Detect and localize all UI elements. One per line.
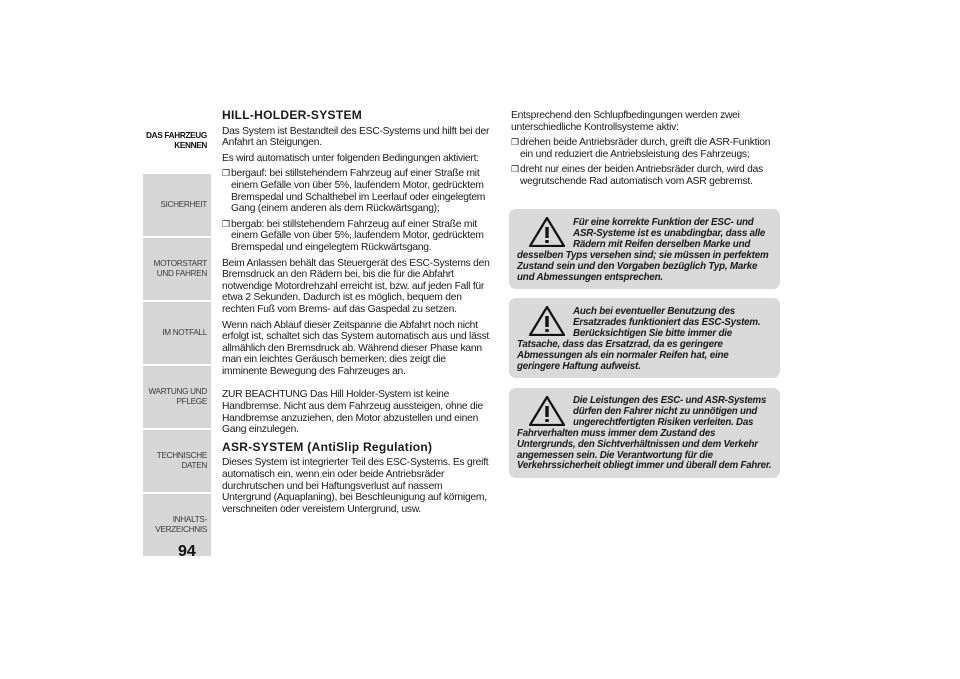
paragraph: Beim Anlassen behält das Steuergerät des ESC-Systems den Bremsdruck an den Rädern bei, bis die für die Abfahrt notwendige Motordrehzahl erreicht ist, bzw. auf jeden Fall für etwa 2 Sekunden. Dadurch ist es möglich, bequem den rechten Fuß vom Brems- auf das Gaspedal zu setzen. (222, 257, 490, 315)
tab-label: SICHERHEIT (160, 200, 207, 209)
tab-im-notfall[interactable] (143, 302, 211, 366)
note-paragraph: ZUR BEACHTUNG Das Hill Holder-System ist keine Handbremse. Nicht aus dem Fahrzeug aussteigen, ohne die Handbremse anzuziehen, den Motor abzustellen und einen Gang einzulegen. (222, 389, 483, 436)
left-column (222, 110, 492, 519)
paragraph: Es wird automatisch unter folgenden Bedingungen aktiviert: (222, 152, 479, 164)
warning-triangle-icon (529, 306, 565, 336)
tab-wartung-und-pflege[interactable] (143, 366, 211, 430)
tab-motorstart-und-fahren[interactable] (143, 238, 211, 302)
paragraph: Wenn nach Ablauf dieser Zeitspanne die Abfahrt noch nicht erfolgt ist, schaltet sich das System automatisch aus und lässt allmählich den Bremsdruck ab. Während dieser Phase kann man ein leichtes Geräusch bemerken: dies zeigt die imminente Bewegung des Fahrzeuges an. (222, 319, 489, 377)
warning-box (509, 298, 780, 378)
paragraph: Dieses System ist integrierter Teil des ESC-Systems. Es greift automatisch ein, wenn ein oder beide Antriebsräder durchrutschen und bei Haftungsverlust auf nassem Untergrund (Aquaplaning), bei Beschleunigung auf körnigem, verschneiten oder vereistem Untergrund, usw. (222, 457, 489, 515)
paragraph: Das System ist Bestandteil des ESC-Systems und hilft bei der Anfahrt an Steigungen. (222, 125, 490, 149)
bullet-box-icon: ❒ (222, 218, 230, 229)
tab-sicherheit[interactable] (143, 174, 211, 238)
paragraph: Entsprechend den Schlupfbedingungen werden zwei unterschiedliche Kontrollsysteme aktiv: (511, 110, 740, 133)
section-heading-asr: ASR-SYSTEM (AntiSlip Regulation) (222, 439, 433, 454)
tab-label: WARTUNG UND PFLEGE (148, 387, 207, 406)
warning-box (509, 209, 780, 289)
bullet-box-icon: ❒ (511, 164, 519, 175)
list-item: ❒ dreht nur eines der beiden Antriebsräder durch, wird das wegrutschende Rad automatisch vom ASR gebremst. (511, 164, 763, 187)
warning-text: Auch bei eventueller Benutzung des Ersatzrades funktioniert das ESC-System. Berücksichtigen Sie bitte immer die Tatsache, dass das Ersatzrad, da es geringere Abmessungen als ein normaler Reifen hat, eine geringere Haftung aufweist. (517, 306, 761, 372)
bullet-box-icon: ❒ (222, 168, 230, 179)
warning-triangle-icon (529, 396, 565, 426)
tab-inhaltsverzeichnis[interactable] (143, 494, 211, 558)
warning-text: Die Leistungen des ESC- und ASR-Systems dürfen den Fahrer nicht zu unnötigen und ungerechtfertigten Risiken verleiten. Das Fahrverhalten muss immer dem Zustand des Untergrunds, den Sichtverhältnissen und dem Verkehr angemessen sein. Die Verantwortung für die Verkehrssicherheit obliegt immer und überall dem Fahrer. (517, 395, 772, 472)
tab-label: TECHNISCHE DATEN (156, 451, 207, 470)
list-item: ❒ bergab: bei stillstehendem Fahrzeug auf einer Straße mit einem Gefälle von über 5%, laufendem Motor, gedrücktem Bremspedal und eingelegtem Rückwärtsgang. (222, 218, 484, 253)
tab-label: IM NOTFALL (162, 328, 207, 337)
tab-label: MOTORSTART UND FAHREN (153, 259, 207, 278)
page-number: 94 (178, 543, 196, 560)
right-column (511, 110, 783, 192)
warning-triangle-icon (529, 217, 565, 247)
warning-box (509, 388, 780, 478)
list-item: ❒ drehen beide Antriebsräder durch, greift die ASR-Funktion ein und reduziert die Antriebsleistung des Fahrzeugs; (511, 137, 771, 160)
section-heading-hill-holder: HILL-HOLDER-SYSTEM (222, 108, 363, 122)
tab-label: DAS FAHRZEUG KENNEN (146, 131, 207, 150)
tab-label: INHALTS-VERZEICHNIS (155, 515, 207, 534)
warning-text: Für eine korrekte Funktion der ESC- und ASR-Systeme ist es unabdingbar, dass alle Rädern mit Reifen derselben Marke und desselben Typs versehen sind; sie müssen in perfektem Zustand sein und den Vorgaben bezüglich Typ, Marke und Abmessungen entsprechen. (517, 217, 769, 283)
tab-technische-daten[interactable] (143, 430, 211, 494)
tab-das-fahrzeug-kennen[interactable] (143, 110, 211, 174)
chapter-sidebar (143, 110, 211, 558)
list-item: ❒ bergauf: bei stillstehendem Fahrzeug auf einer Straße mit einem Gefälle von über 5%, laufendem Motor, gedrücktem Bremspedal und Schalthebel im Leerlauf oder eingelegtem Gang (einem anderen als dem Rückwärtsgang); (222, 168, 486, 215)
bullet-box-icon: ❒ (511, 137, 519, 148)
